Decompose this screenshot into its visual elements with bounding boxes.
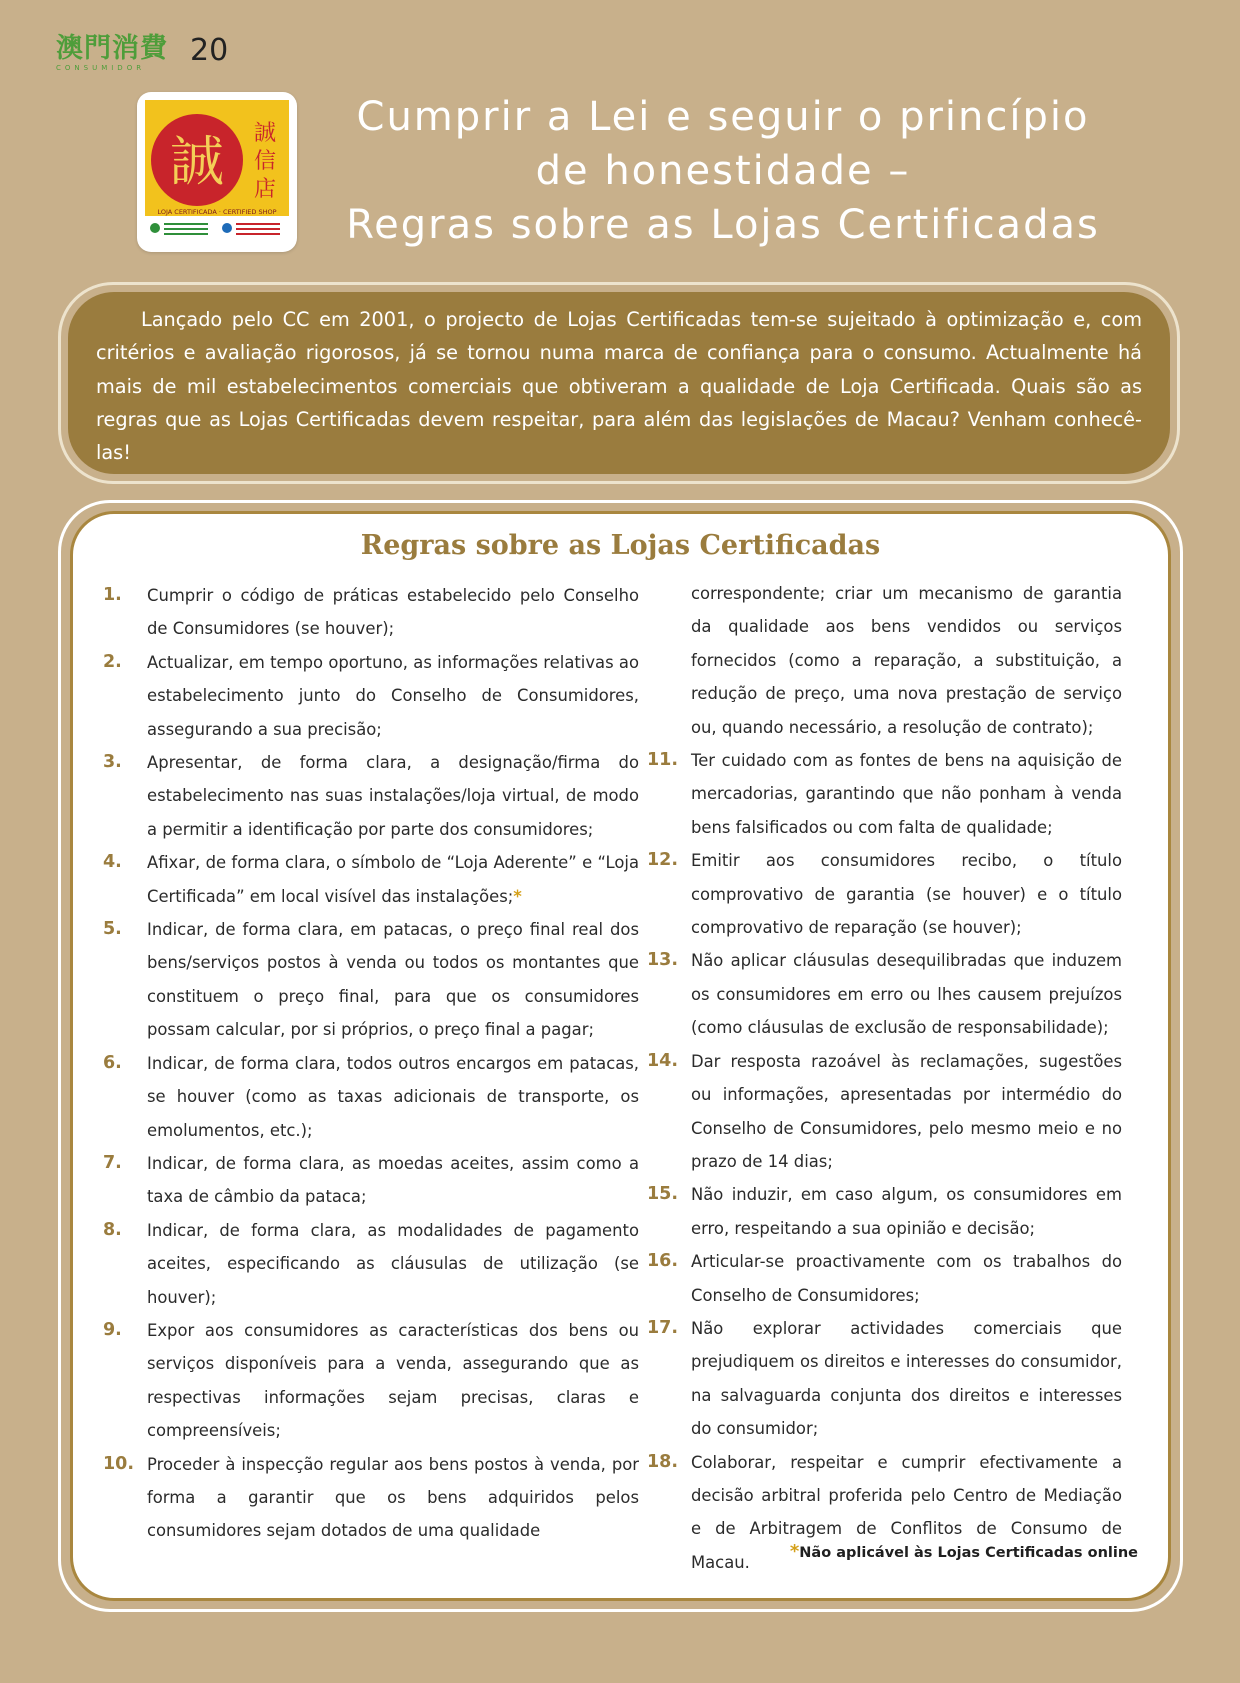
page-title-line-2: de honestidade –: [535, 148, 911, 194]
rule-item: [103, 1147, 639, 1214]
rule-number: 11.: [647, 750, 679, 771]
rule-number: 12.: [647, 850, 679, 871]
certified-shop-badge: [137, 92, 297, 252]
rule-text: Indicar, de forma clara, as moedas aceites, assim como a taxa de câmbio da pataca;: [147, 1153, 639, 1207]
rules-column-right: [647, 577, 1122, 1579]
rule-number: 8.: [103, 1219, 122, 1240]
rules-title: Regras sobre as Lojas Certificadas: [360, 530, 881, 561]
rule-item: [647, 1045, 1122, 1179]
rule-number: 1.: [103, 585, 122, 605]
rule-text: Dar resposta razoável às reclamações, sugestões ou informações, apresentadas por intermédio do Conselho de Consumidores, pelo mesmo meio e no prazo de 14 dias;: [691, 1051, 1122, 1171]
rule-item: [647, 1312, 1122, 1446]
rule-item: [647, 1178, 1122, 1245]
rule-item: [647, 1245, 1122, 1312]
intro-box: [68, 292, 1170, 474]
rule-number: 7.: [103, 1152, 122, 1173]
footnote-marker: *: [789, 1541, 800, 1562]
rule-text: Actualizar, em tempo oportuno, as informações relativas ao estabelecimento junto do Conselho de Consumidores, assegurando a sua precisão;: [147, 652, 639, 739]
rule-item: [647, 944, 1122, 1044]
rule-number: 5.: [103, 919, 122, 940]
rule-item: [103, 746, 639, 846]
rule-item: [103, 1314, 639, 1448]
rule-text: Indicar, de forma clara, em patacas, o preço final real dos bens/serviços postos à venda ou todos os montantes que constituem o preço final, para que os consumidores possam calcular, por si próprios, o preço final a pagar;: [147, 920, 639, 1040]
rule-text-with-mark: [147, 846, 639, 913]
rule-item: [103, 579, 639, 646]
rule-number: 18.: [647, 1451, 679, 1472]
magazine-logo: [56, 34, 168, 72]
certified-shop-emblem-icon: [145, 100, 289, 244]
rules-column-left: [103, 579, 639, 1548]
footnote-marker: *: [513, 886, 522, 906]
rule-text: Articular-se proactivamente com os trabalhos do Conselho de Consumidores;: [691, 1252, 1122, 1305]
rule-item: [103, 646, 639, 746]
rule-item: [103, 1214, 639, 1314]
rule-text: Emitir aos consumidores recibo, o título comprovativo de garantia (se houver) e o título comprovativo de reparação (se houver);: [691, 851, 1122, 938]
rule-text: Não explorar actividades comerciais que prejudiquem os direitos e interesses do consumidor, na salvaguarda conjunta dos direitos e interesses do consumidor;: [691, 1318, 1122, 1439]
rule-number: 16.: [647, 1251, 679, 1272]
rule-item: [103, 846, 639, 913]
rule-number: 14.: [647, 1050, 679, 1071]
magazine-logo-subtitle: CONSUMIDOR: [56, 64, 146, 72]
side-character-1: 誠: [253, 121, 277, 146]
intro-paragraph: Lançado pelo CC em 2001, o projecto de Lojas Certificadas tem-se sujeitado à optimização e, com critérios e avaliação rigorosos, já se tornou numa marca de confiança para o consumo. Actualmente há mais de mil estabelecimentos comerciais que obtiveram a qualidade de Loja Certificada. Quais são as regras que as Lojas Certificadas devem respeitar, para além das legislações de Macau? Venham conhecê-las!: [96, 308, 1142, 465]
footnote: [790, 1541, 1138, 1562]
page-number: 20: [190, 33, 229, 68]
rule-text: Afixar, de forma clara, o símbolo de “Loja Aderente” e “Loja Certificada” em local visível das instalações;: [147, 853, 639, 906]
rule-10-continuation: correspondente; criar um mecanismo de garantia da qualidade aos bens vendidos ou serviços fornecidos (como a reparação, a substituição, a redução de preço, uma nova prestação de serviço ou, quando necessário, a resolução de contrato);: [691, 584, 1122, 737]
rule-text: Proceder à inspecção regular aos bens postos à venda, por forma a garantir que os bens adquiridos pelos consumidores sejam dotados de uma qualidade: [147, 1454, 639, 1541]
badge-caption: LOJA CERTIFICADA · CERTIFIED SHOP: [157, 208, 277, 216]
side-character-2: 信: [253, 149, 277, 174]
rule-number: 10.: [103, 1453, 135, 1474]
page-title-line-1: Cumprir a Lei e seguir o princípio: [356, 94, 1090, 140]
rule-text: Não induzir, em caso algum, os consumidores em erro, respeitando a sua opinião e decisão;: [691, 1185, 1122, 1238]
rule-item: [103, 913, 639, 1047]
rule-number: 13.: [647, 950, 679, 971]
rule-number: 4.: [103, 852, 122, 873]
rules-panel: [70, 511, 1171, 1601]
page-title: [318, 90, 1128, 252]
rule-item: [647, 844, 1122, 944]
rule-number: 9.: [103, 1319, 122, 1340]
rule-number: 2.: [103, 651, 122, 672]
side-character-3: 店: [253, 177, 277, 202]
magazine-logo-chinese: 澳門消費: [56, 33, 168, 64]
rule-number: 6.: [103, 1052, 122, 1073]
rule-item: [103, 1448, 639, 1548]
rule-number: 15.: [647, 1184, 679, 1205]
rule-text: Apresentar, de forma clara, a designação/firma do estabelecimento nas suas instalações/loja virtual, de modo a permitir a identificação por parte dos consumidores;: [147, 753, 639, 839]
rule-text: Não aplicar cláusulas desequilibradas que induzem os consumidores em erro ou lhes causem prejuízos (como cláusulas de exclusão de responsabilidade);: [691, 951, 1122, 1038]
rule-text: Expor aos consumidores as características dos bens ou serviços disponíveis para a venda, assegurando que as respectivas informações sejam precisas, claras e compreensíveis;: [147, 1320, 639, 1441]
rule-text: Cumprir o código de práticas estabelecido pelo Conselho de Consumidores (se houver);: [147, 586, 639, 639]
footnote-text: Não aplicável às Lojas Certificadas online: [799, 1545, 1138, 1561]
rule-text: Colaborar, respeitar e cumprir efectivamente a decisão arbitral proferida pelo Centro de Mediação e de Arbitragem de Conflitos de Consumo de Macau.: [691, 1452, 1122, 1572]
rule-text: Ter cuidado com as fontes de bens na aquisição de mercadorias, garantindo que não ponham à venda bens falsificados ou com falta de qualidade;: [691, 751, 1122, 837]
seal-character: 誠: [170, 130, 224, 193]
rule-text: Indicar, de forma clara, as modalidades de pagamento aceites, especificando as cláusulas de utilização (se houver);: [147, 1220, 639, 1307]
page-title-line-3: Regras sobre as Lojas Certificadas: [346, 202, 1100, 248]
rule-item: [103, 1047, 639, 1147]
rule-item: [647, 744, 1122, 844]
rule-number: 3.: [103, 752, 122, 773]
rule-number: 17.: [647, 1317, 679, 1338]
masthead: [56, 34, 228, 72]
rule-text: Indicar, de forma clara, todos outros encargos em patacas, se houver (como as taxas adicionais de transporte, os emolumentos, etc.);: [147, 1053, 639, 1140]
